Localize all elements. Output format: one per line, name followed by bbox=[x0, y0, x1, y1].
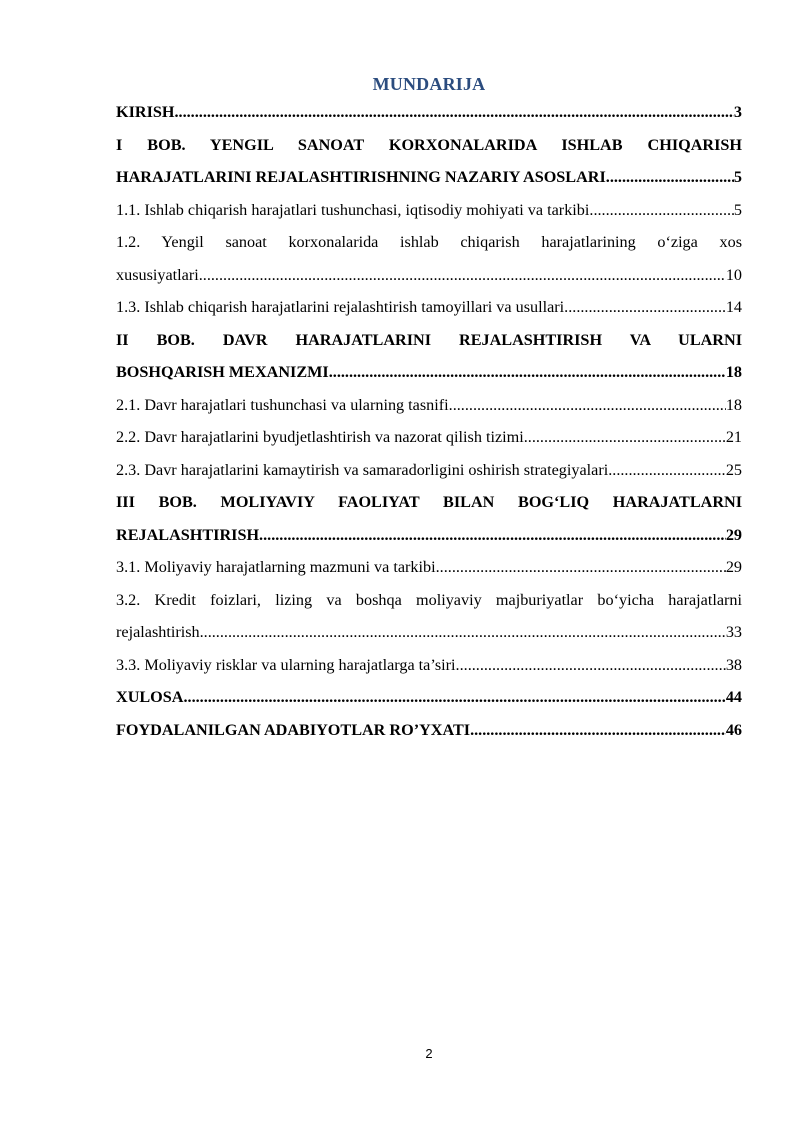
toc-entry-label: XULOSA bbox=[116, 688, 184, 706]
toc-entry-page: 29 bbox=[725, 525, 742, 544]
page-number: 2 bbox=[425, 1046, 433, 1061]
toc-entry-label: 2.3. Davr harajatlarini kamaytirish va samaradorligini oshirish strategiyalari bbox=[116, 460, 609, 479]
toc-entry-heading-line: III BOB. MOLIYAVIY FAOLIYAT BILAN BOG‘LIQ HARAJATLARNI bbox=[116, 493, 742, 511]
toc-entry-section-2-1[interactable] bbox=[116, 389, 742, 422]
toc-entry-section-3-2[interactable] bbox=[116, 584, 742, 649]
dot-leader bbox=[449, 389, 726, 422]
toc-entry-page: 46 bbox=[725, 720, 742, 739]
toc-entry-page: 33 bbox=[725, 623, 742, 641]
dot-leader bbox=[174, 96, 733, 129]
toc-entry-section-1-2[interactable] bbox=[116, 226, 742, 291]
toc-entry-label: 3.1. Moliyaviy harajatlarning mazmuni va tarkibi bbox=[116, 558, 436, 576]
dot-leader bbox=[456, 649, 726, 682]
toc-entry-section-2-3[interactable] bbox=[116, 454, 742, 487]
toc-entry-label: 1.3. Ishlab chiqarish harajatlarini rejalashtirish tamoyillari va usullari bbox=[116, 298, 565, 316]
toc-entry-page: 21 bbox=[725, 428, 742, 446]
dot-leader bbox=[608, 454, 726, 487]
dot-leader bbox=[259, 519, 726, 552]
toc-entry-page: 5 bbox=[733, 168, 742, 186]
dot-leader bbox=[183, 681, 725, 714]
toc-entry-label: xususiyatlari bbox=[116, 265, 199, 284]
toc-entry-label: FOYDALANILGAN ADABIYOTLAR RO’YXATI bbox=[116, 720, 471, 739]
toc-entry-label: HARAJATLARINI REJALASHTIRISHNING NAZARIY ASOSLARI bbox=[116, 168, 606, 186]
toc-entry-heading-line: 1.2. Yengil sanoat korxonalarida ishlab chiqarish harajatlarining o‘ziga xos bbox=[116, 233, 742, 251]
dot-leader bbox=[199, 259, 726, 292]
toc-entry-heading-line: 3.2. Kredit foizlari, lizing va boshqa moliyaviy majburiyatlar bo‘yicha harajatlarni bbox=[116, 590, 742, 609]
toc-entry-section-1-3[interactable] bbox=[116, 291, 742, 324]
toc-entry-page: 44 bbox=[725, 688, 742, 706]
toc-entry-section-3-3[interactable] bbox=[116, 649, 742, 682]
toc-entry-section-1-1[interactable] bbox=[116, 194, 742, 227]
toc-entry-label: 3.3. Moliyaviy risklar va ularning harajatlarga ta’siri bbox=[116, 655, 456, 674]
table-of-contents bbox=[116, 96, 742, 746]
toc-entry-heading-line: I BOB. YENGIL SANOAT KORXONALARIDA ISHLAB CHIQARISH bbox=[116, 135, 742, 154]
toc-entry-label: REJALASHTIRISH bbox=[116, 525, 260, 544]
toc-entry-label: KIRISH bbox=[116, 103, 175, 121]
toc-entry-page: 3 bbox=[733, 103, 742, 121]
toc-entry-page: 5 bbox=[733, 200, 742, 219]
toc-entry-label: 2.1. Davr harajatlari tushunchasi va ularning tasnifi bbox=[116, 395, 449, 414]
toc-entry-label: 1.1. Ishlab chiqarish harajatlari tushunchasi, iqtisodiy mohiyati va tarkibi bbox=[116, 200, 590, 219]
dot-leader bbox=[200, 616, 726, 649]
dot-leader bbox=[589, 194, 734, 227]
toc-entry-chapter-1[interactable] bbox=[116, 129, 742, 194]
dot-leader bbox=[329, 356, 726, 389]
dot-leader bbox=[524, 421, 726, 454]
toc-entry-chapter-2[interactable] bbox=[116, 324, 742, 389]
toc-entry-references[interactable] bbox=[116, 714, 742, 747]
toc-entry-page: 18 bbox=[725, 363, 742, 381]
toc-entry-section-2-2[interactable] bbox=[116, 421, 742, 454]
toc-entry-label: 2.2. Davr harajatlarini byudjetlashtirish va nazorat qilish tizimi bbox=[116, 428, 524, 446]
toc-entry-xulosa[interactable] bbox=[116, 681, 742, 714]
toc-entry-page: 14 bbox=[725, 298, 742, 316]
toc-entry-kirish[interactable] bbox=[116, 96, 742, 129]
toc-entry-label: BOSHQARISH MEXANIZMI bbox=[116, 363, 329, 381]
toc-title: MUNDARIJA bbox=[372, 74, 486, 94]
dot-leader bbox=[564, 291, 726, 324]
dot-leader bbox=[436, 551, 726, 584]
toc-entry-page: 10 bbox=[725, 265, 742, 284]
toc-entry-page: 25 bbox=[725, 460, 742, 479]
toc-entry-label: rejalashtirish bbox=[116, 623, 200, 641]
toc-entry-heading-line: II BOB. DAVR HARAJATLARINI REJALASHTIRISH VA ULARNI bbox=[116, 330, 742, 349]
toc-entry-page: 18 bbox=[725, 395, 742, 414]
toc-entry-section-3-1[interactable] bbox=[116, 551, 742, 584]
dot-leader bbox=[606, 161, 734, 194]
toc-entry-page: 38 bbox=[725, 655, 742, 674]
toc-entry-page: 29 bbox=[725, 558, 742, 576]
toc-entry-chapter-3[interactable] bbox=[116, 486, 742, 551]
dot-leader bbox=[470, 714, 726, 747]
